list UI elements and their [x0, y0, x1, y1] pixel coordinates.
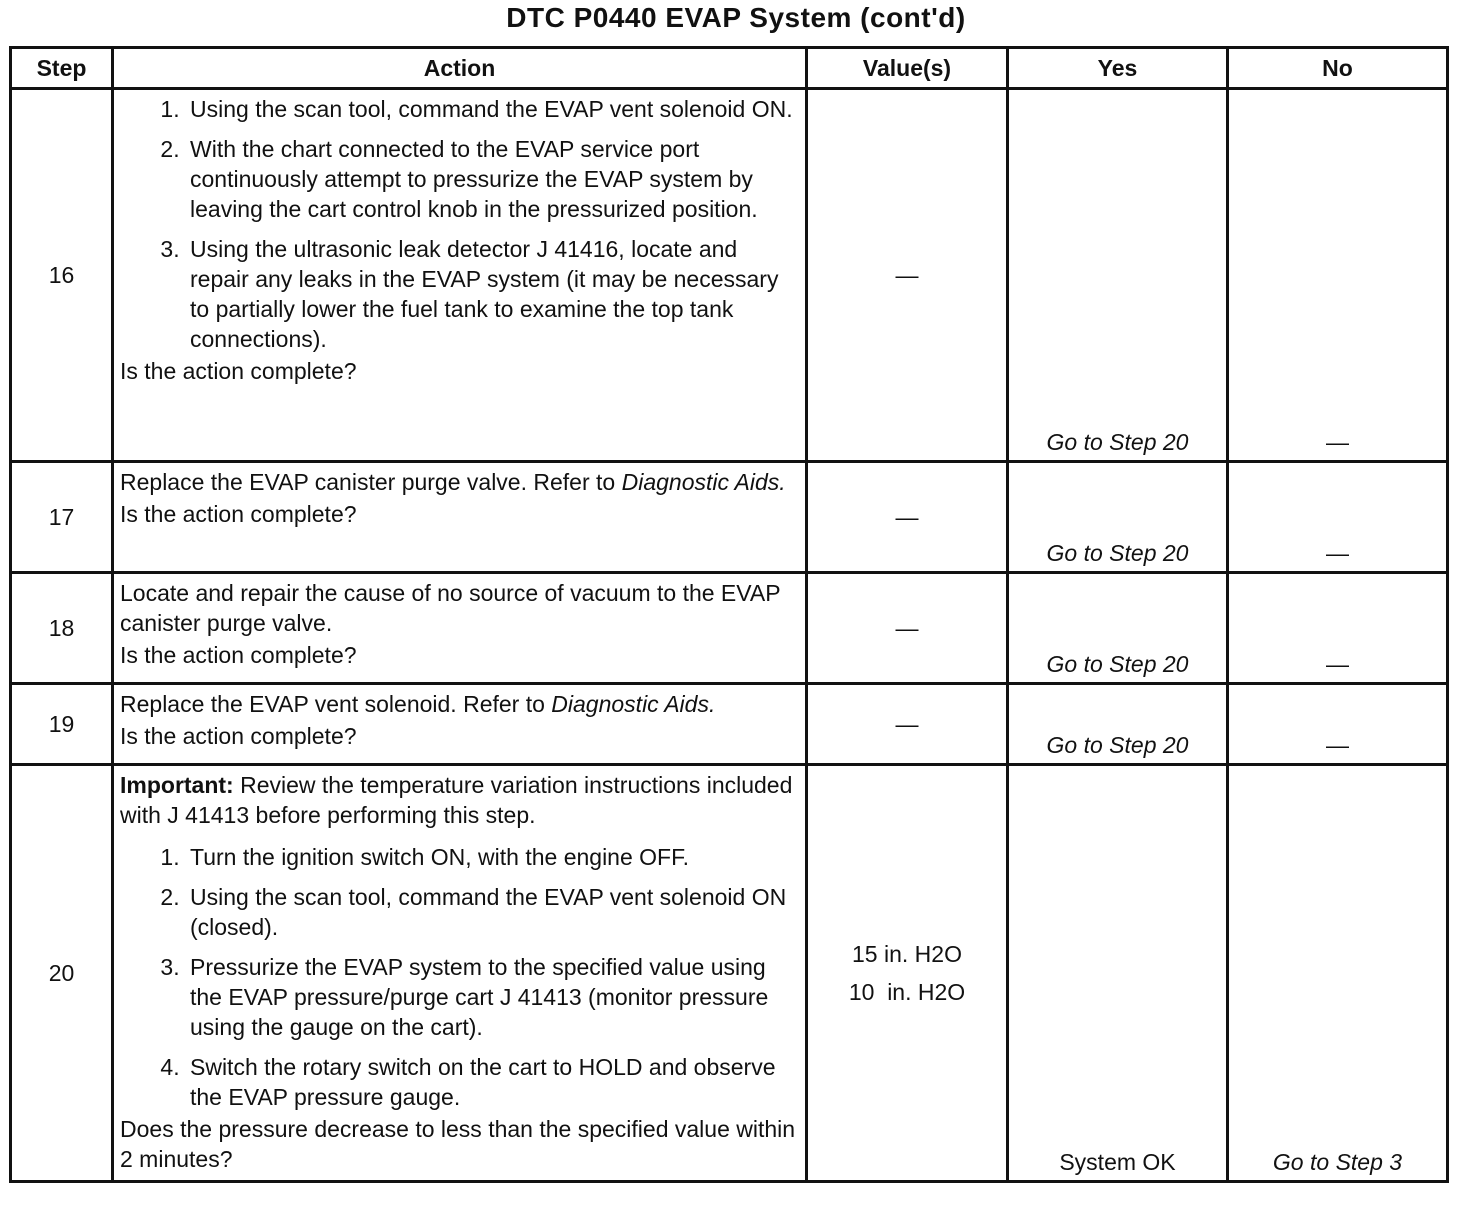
header-row — [11, 48, 1448, 89]
action-question: Is the action complete? — [120, 358, 357, 384]
action-text-main: Replace the EVAP vent solenoid. Refer to — [120, 691, 545, 717]
action-cell — [113, 462, 807, 573]
header-no: No — [1228, 48, 1448, 89]
action-text: Locate and repair the cause of no source of vacuum to the EVAP canister purge valve. — [120, 580, 781, 636]
action-cell — [113, 765, 807, 1182]
action-cell — [113, 573, 807, 684]
action-cell — [113, 684, 807, 765]
action-cell — [113, 89, 807, 462]
diagnostic-aids-reference: Diagnostic Aids. — [551, 691, 716, 717]
no-cell: — — [1228, 684, 1448, 765]
important-note — [120, 770, 799, 830]
yes-cell: Go to Step 20 — [1008, 684, 1228, 765]
header-yes: Yes — [1008, 48, 1228, 89]
no-cell: — — [1228, 462, 1448, 573]
step-number: 19 — [11, 684, 113, 765]
header-step: Step — [11, 48, 113, 89]
yes-cell: System OK — [1008, 765, 1228, 1182]
action-question: Is the action complete? — [120, 723, 357, 749]
yes-cell: Go to Step 20 — [1008, 462, 1228, 573]
important-label: Important: — [120, 772, 234, 798]
table-row-step-19 — [11, 684, 1448, 765]
procedure-step: 2. With the chart connected to the EVAP service port continuously attempt to pressurize the EVAP system by leaving the cart control knob in the pressurized position. — [186, 134, 799, 224]
action-text — [120, 689, 799, 719]
procedure-step: 1. Turn the ignition switch ON, with the engine OFF. — [186, 842, 799, 872]
diagnostic-table — [9, 46, 1449, 1183]
value-cell: — — [807, 573, 1008, 684]
header-action: Action — [113, 48, 807, 89]
specified-value: 15 in. H2O — [852, 941, 962, 967]
procedure-step: 1. Using the scan tool, command the EVAP vent solenoid ON. — [186, 94, 799, 124]
action-question: Is the action complete? — [120, 501, 357, 527]
value-cell: — — [807, 684, 1008, 765]
procedure-step: 4. Switch the rotary switch on the cart to HOLD and observe the EVAP pressure gauge. — [186, 1052, 799, 1112]
procedure-list — [120, 94, 799, 354]
yes-cell: Go to Step 20 — [1008, 89, 1228, 462]
table-row-step-18 — [11, 573, 1448, 684]
procedure-step: 3. Using the ultrasonic leak detector J 41416, locate and repair any leaks in the EVAP system (it may be necessary to partially lower the fuel tank to examine the top tank connections). — [186, 234, 799, 354]
specified-value: 10 in. H2O — [848, 979, 966, 1005]
diagnostic-aids-reference: Diagnostic Aids. — [621, 469, 786, 495]
action-question: Is the action complete? — [120, 642, 357, 668]
important-text: Review the temperature variation instructions included with J 41413 before performing this step. — [120, 772, 793, 828]
action-text-main: Replace the EVAP canister purge valve. Refer to — [120, 469, 616, 495]
procedure-list — [120, 842, 799, 1112]
step-number: 16 — [11, 89, 113, 462]
table-row-step-17 — [11, 462, 1448, 573]
table-row-step-16 — [11, 89, 1448, 462]
page-title: DTC P0440 EVAP System (cont'd) — [506, 2, 966, 33]
value-cell: — — [807, 462, 1008, 573]
no-cell: — — [1228, 89, 1448, 462]
value-cell — [807, 765, 1008, 1182]
header-values: Value(s) — [807, 48, 1008, 89]
value-cell — [807, 89, 1008, 462]
no-cell: Go to Step 3 — [1228, 765, 1448, 1182]
action-text — [120, 467, 799, 497]
procedure-step: 2. Using the scan tool, command the EVAP vent solenoid ON (closed). — [186, 882, 799, 942]
step-number: 18 — [11, 573, 113, 684]
yes-cell: Go to Step 20 — [1008, 573, 1228, 684]
procedure-step: 3. Pressurize the EVAP system to the specified value using the EVAP pressure/purge cart J 41413 (monitor pressure using the gauge on the cart). — [186, 952, 799, 1042]
table-row-step-20 — [11, 765, 1448, 1182]
value-dash: — — [895, 261, 919, 288]
step-number: 20 — [11, 765, 113, 1182]
step-number: 17 — [11, 462, 113, 573]
no-cell: — — [1228, 573, 1448, 684]
action-question: Does the pressure decrease to less than the specified value within 2 minutes? — [120, 1116, 796, 1172]
